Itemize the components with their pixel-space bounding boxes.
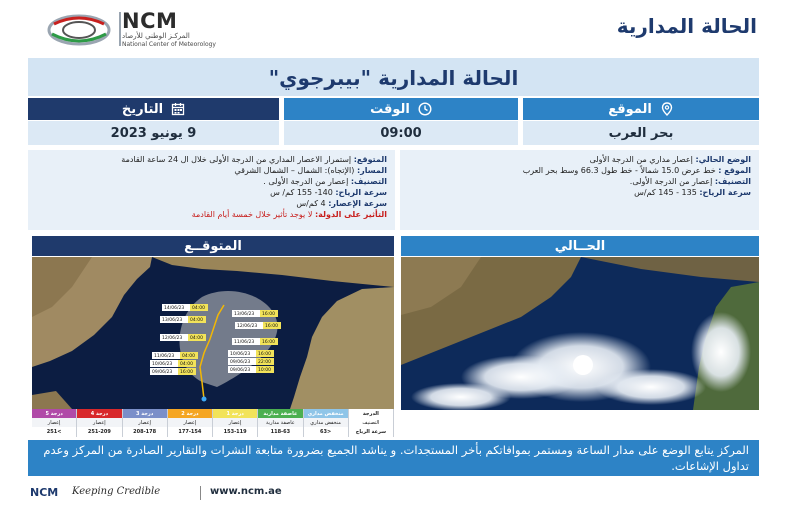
scale-top: منخفض مداري [304,409,348,418]
scale-mid: إعصار [213,418,257,427]
track-point-label [150,368,196,375]
scale-mid: عاصفة مدارية [258,418,302,427]
track-point-label [228,366,274,373]
track-label-time: 04:00 [180,362,193,367]
forecast-wind-line: سرعة الرياح: 140- 155 كم/ س [270,188,387,197]
scale-mid: منخفض مداري [304,418,348,427]
track-label-date: 13/06/23 [162,318,183,323]
date-value: 9 يونيو 2023 [28,121,279,145]
forecast-map-title: المتوقــع [32,236,394,256]
scale-bot: 251-209 [87,429,111,435]
track-label-time: 16:00 [258,352,271,357]
logo-arabic: المركـز الوطني للأرصاد [122,32,190,40]
calendar-icon [171,102,185,116]
track-label-date: 10/06/23 [230,352,251,357]
scale-cell [349,409,394,437]
forecast-details [28,150,395,230]
current-wind-line: سرعة الرياح: 135 - 145 كم/س [634,188,751,197]
track-point-label [232,310,278,317]
scale-bot: سرعة الرياح [349,427,393,437]
forecast-impact-line: التأثير على الدولة: لا يوجد تأثير خلال خمسة أيام القادمة [191,210,387,219]
track-label-time: 16:00 [262,312,275,317]
forecast-expected-line: المتوقع: إستمرار الاعصار المداري من الدرجة الأولى خلال ال 24 ساعة القادمة [121,155,387,164]
current-status-line: الوضع الحالي: إعصار مداري من الدرجة الأولى [589,155,751,164]
scale-bot: 208-178 [133,429,157,435]
track-label-time: 16:00 [265,324,278,329]
storm-current-position [202,397,207,402]
track-point-label [160,334,206,341]
scale-bot: 118-63 [270,429,291,435]
logo-divider [119,12,121,46]
logo-text [122,10,252,49]
scale-top: درجة 2 [168,409,212,418]
current-location-line: الموقع : خط عرض 15.0 شمالاً - خط طول 66.3 وسط بحر العرب [522,166,751,175]
scale-cell [168,409,213,437]
scale-mid: إعصار [168,418,212,427]
time-value: 09:00 [284,121,518,145]
track-label-date: 11/06/23 [234,340,255,345]
cyclone-eye [573,355,593,375]
storm-title: الحالة المدارية "بيبرجوي" [268,66,519,90]
scale-top: درجة 5 [32,409,76,418]
track-point-label [235,322,281,329]
logo-ncm: NCM [122,9,178,33]
advisory-note: المركز يتابع الوضع على مدار الساعة ومستمر بموافاتكم بأخر المستجدات. و يناشد الجميع بضرورة متابعة النشرات والتقارير الصادرة من المركز وعدم تداول الإشاعات. [28,440,759,476]
cloud-band-2 [596,369,706,405]
scale-mid: إعصار [123,418,167,427]
current-class-line: التصنيف: إعصار من الدرجة الأولى. [629,177,751,186]
location-label: الموقع [608,101,652,117]
current-details [400,150,759,230]
current-map-title: الحــالي [401,236,759,256]
track-label-date: 09/06/23 [230,360,251,365]
forecast-track-map [32,257,394,409]
track-label-time: 04:00 [192,306,205,311]
scale-bot: 251< [46,429,62,435]
footer-url[interactable]: www.ncm.ae [210,486,282,497]
footer-brand: NCM [30,486,59,499]
location-header [523,98,759,120]
title-banner [28,58,759,96]
track-label-time: 22:00 [258,360,271,365]
ncm-logo-icon [44,12,114,48]
scale-bot: 177-154 [178,429,202,435]
footer-tagline: Keeping Credible [72,486,161,497]
scale-top: الدرجة [349,409,393,418]
track-label-date: 11/06/23 [154,354,175,359]
track-label-date: 10/06/23 [152,362,173,367]
track-point-label [232,338,278,345]
scale-top: درجة 1 [213,409,257,418]
clock-icon [418,102,432,116]
forecast-speed-line: سرعة الإعصار: 4 كم/س [296,199,387,208]
satellite-image [401,257,759,410]
forecast-track-line: المسار: (الإتجاه): الشمال – الشمال الشرقي [234,166,387,175]
time-label: الوقت [370,101,410,117]
scale-top: عاصفة مدارية [258,409,302,418]
track-label-date: 14/06/23 [164,306,185,311]
scale-cell [213,409,258,437]
track-label-time: 04:00 [190,336,203,341]
location-value: بحر العرب [523,121,759,145]
scale-bot: 63> [320,429,332,435]
track-label-date: 13/06/23 [234,312,255,317]
scale-bot: 153-119 [223,429,247,435]
footer-divider [200,486,201,500]
scale-cell [304,409,349,437]
header-title: الحالة المدارية [616,14,757,38]
location-pin-icon [660,102,674,116]
scale-mid: إعصار [77,418,121,427]
track-label-time: 16:00 [180,370,193,375]
track-label-time: 04:00 [182,354,195,359]
date-header [28,98,279,120]
scale-top: درجة 3 [123,409,167,418]
track-label-date: 09/06/23 [230,368,251,373]
page-header [0,0,787,58]
track-label-time: 16:00 [262,340,275,345]
scale-mid: إعصار [32,418,76,427]
track-point-label [228,358,274,365]
track-point-label [228,350,274,357]
track-point-label [150,360,196,367]
track-label-date: 09/06/23 [152,370,173,375]
track-label-time: 04:00 [190,318,203,323]
intensity-scale-table [32,409,394,437]
track-point-label [160,316,206,323]
scale-cell [123,409,168,437]
scale-cell [258,409,303,437]
date-label: التاريخ [121,101,164,117]
time-header [284,98,518,120]
track-label-date: 12/06/23 [237,324,258,329]
forecast-class-line: التصنيف: إعصار من الدرجة الأولى . [263,177,387,186]
scale-top: درجة 4 [77,409,121,418]
cloud-band-3 [411,383,511,410]
track-label-time: 10:00 [258,368,271,373]
track-point-label [162,304,208,311]
scale-cell [77,409,122,437]
cloud-band-4 [691,312,751,392]
logo-english: National Center of Meteorology [122,41,216,48]
track-label-date: 12/06/23 [162,336,183,341]
page-footer [0,478,787,512]
scale-mid: التصنيف [349,418,393,427]
scale-cell [32,409,77,437]
track-point-label [152,352,198,359]
